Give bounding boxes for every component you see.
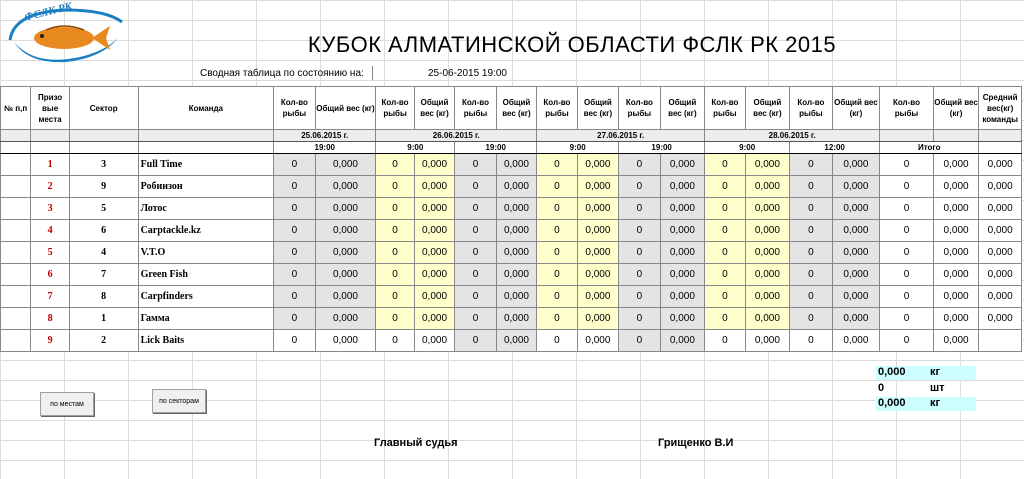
fish-count-cell[interactable]: 0 [537, 264, 577, 286]
fish-count-cell[interactable]: 0 [455, 220, 496, 242]
fish-count-cell[interactable]: 0 [790, 154, 832, 176]
total-weight-unit: кг [930, 366, 941, 378]
team-cell[interactable]: V.T.O [138, 242, 274, 264]
table-row[interactable] [1, 154, 1022, 176]
sector-cell[interactable]: 6 [69, 220, 138, 242]
fish-count-cell[interactable]: 0 [455, 176, 496, 198]
fish-count-cell[interactable]: 0 [619, 264, 660, 286]
sort-by-place-button[interactable]: по местам [40, 392, 94, 416]
table-row[interactable] [1, 330, 1022, 352]
date-row [1, 130, 1022, 142]
average-weight-unit: кг [930, 397, 941, 409]
time-cell-total: Итого [880, 142, 979, 154]
total-weight-row [876, 366, 976, 380]
weight-cell[interactable]: 0,000 [414, 176, 454, 198]
row-num-cell[interactable] [1, 220, 31, 242]
avg-weight-cell[interactable]: 0,000 [979, 242, 1022, 264]
weight-cell[interactable]: 0,000 [577, 220, 618, 242]
weight-cell[interactable]: 0,000 [660, 198, 705, 220]
col-weight: Общий вес (кг) [832, 87, 880, 130]
weight-cell[interactable]: 0,000 [577, 176, 618, 198]
avg-weight-cell[interactable] [979, 330, 1022, 352]
col-total-weight: Общий вес (кг) [933, 87, 979, 130]
col-team: Команда [138, 87, 274, 130]
weight-cell[interactable]: 0,000 [496, 198, 536, 220]
fish-count-cell[interactable]: 0 [537, 176, 577, 198]
row-num-cell[interactable] [1, 264, 31, 286]
weight-cell[interactable]: 0,000 [496, 176, 536, 198]
cell-divider [372, 66, 373, 80]
fish-count-cell[interactable]: 0 [274, 286, 315, 308]
fish-count-cell[interactable]: 0 [790, 198, 832, 220]
table-row[interactable] [1, 220, 1022, 242]
avg-weight-cell[interactable]: 0,000 [979, 264, 1022, 286]
total-fish-cell[interactable]: 0 [880, 154, 934, 176]
place-cell[interactable]: 8 [31, 308, 69, 330]
fish-count-cell[interactable]: 0 [537, 286, 577, 308]
weight-cell[interactable]: 0,000 [577, 308, 618, 330]
weight-cell[interactable]: 0,000 [496, 220, 536, 242]
col-fish: Кол-во рыбы [619, 87, 660, 130]
fish-count-cell[interactable]: 0 [537, 330, 577, 352]
fish-count-cell[interactable]: 0 [705, 330, 745, 352]
avg-weight-cell[interactable]: 0,000 [979, 154, 1022, 176]
time-cell: 19:00 [455, 142, 537, 154]
summary-date: 25-06-2015 19:00 [428, 68, 507, 79]
date-day4: 28.06.2015 г. [705, 130, 880, 142]
weight-cell[interactable]: 0,000 [414, 264, 454, 286]
sort-by-sector-button[interactable]: по секторам [152, 389, 206, 413]
weight-cell[interactable]: 0,000 [745, 286, 790, 308]
fish-count-cell[interactable]: 0 [705, 154, 745, 176]
time-cell: 19:00 [619, 142, 705, 154]
weight-cell[interactable]: 0,000 [315, 330, 376, 352]
col-weight: Общий вес (кг) [496, 87, 536, 130]
sector-cell[interactable]: 4 [69, 242, 138, 264]
fish-count-cell[interactable]: 0 [705, 242, 745, 264]
total-count-value: 0 [878, 382, 885, 394]
row-num-cell[interactable] [1, 154, 31, 176]
fish-count-cell[interactable]: 0 [619, 330, 660, 352]
weight-cell[interactable]: 0,000 [745, 176, 790, 198]
chief-judge-label: Главный судья [374, 437, 458, 449]
weight-cell[interactable]: 0,000 [832, 154, 880, 176]
weight-cell[interactable]: 0,000 [496, 330, 536, 352]
total-fish-cell[interactable]: 0 [880, 286, 934, 308]
total-fish-cell[interactable]: 0 [880, 176, 934, 198]
place-cell[interactable]: 1 [31, 154, 69, 176]
weight-cell[interactable]: 0,000 [315, 154, 376, 176]
total-fish-cell[interactable]: 0 [880, 242, 934, 264]
fish-count-cell[interactable]: 0 [790, 220, 832, 242]
fish-count-cell[interactable]: 0 [376, 308, 414, 330]
total-count-row [876, 382, 976, 396]
col-weight: Общий вес (кг) [660, 87, 705, 130]
weight-cell[interactable]: 0,000 [414, 220, 454, 242]
col-weight: Общий вес (кг) [414, 87, 454, 130]
time-cell: 9:00 [537, 142, 619, 154]
weight-cell[interactable]: 0,000 [832, 176, 880, 198]
fish-count-cell[interactable]: 0 [376, 330, 414, 352]
table-row[interactable] [1, 242, 1022, 264]
fish-count-cell[interactable]: 0 [619, 286, 660, 308]
weight-cell[interactable]: 0,000 [496, 308, 536, 330]
row-num-cell[interactable] [1, 308, 31, 330]
fish-count-cell[interactable]: 0 [705, 286, 745, 308]
row-num-cell[interactable] [1, 286, 31, 308]
fish-count-cell[interactable]: 0 [376, 220, 414, 242]
fish-count-cell[interactable]: 0 [790, 242, 832, 264]
fish-count-cell[interactable]: 0 [537, 198, 577, 220]
fish-count-cell[interactable]: 0 [376, 242, 414, 264]
team-cell[interactable]: Робинзон [138, 176, 274, 198]
fish-count-cell[interactable]: 0 [619, 176, 660, 198]
fish-count-cell[interactable]: 0 [790, 330, 832, 352]
place-cell[interactable]: 4 [31, 220, 69, 242]
total-weight-cell[interactable]: 0,000 [933, 220, 979, 242]
sector-cell[interactable]: 9 [69, 176, 138, 198]
time-cell: 9:00 [376, 142, 455, 154]
fish-count-cell[interactable]: 0 [455, 286, 496, 308]
average-weight-value: 0,000 [878, 397, 906, 409]
total-weight-cell[interactable]: 0,000 [933, 330, 979, 352]
weight-cell[interactable]: 0,000 [414, 308, 454, 330]
total-fish-cell[interactable]: 0 [880, 198, 934, 220]
weight-cell[interactable]: 0,000 [414, 198, 454, 220]
total-weight-cell[interactable]: 0,000 [933, 176, 979, 198]
weight-cell[interactable]: 0,000 [660, 154, 705, 176]
fish-count-cell[interactable]: 0 [790, 176, 832, 198]
fish-count-cell[interactable]: 0 [790, 308, 832, 330]
total-weight-cell[interactable]: 0,000 [933, 308, 979, 330]
place-cell[interactable]: 7 [31, 286, 69, 308]
weight-cell[interactable]: 0,000 [745, 330, 790, 352]
weight-cell[interactable]: 0,000 [832, 286, 880, 308]
fish-count-cell[interactable]: 0 [619, 154, 660, 176]
date-day3: 27.06.2015 г. [537, 130, 705, 142]
place-cell[interactable]: 3 [31, 198, 69, 220]
date-day2: 26.06.2015 г. [376, 130, 537, 142]
fish-count-cell[interactable]: 0 [619, 308, 660, 330]
average-weight-row [876, 397, 976, 411]
weight-cell[interactable]: 0,000 [660, 264, 705, 286]
sector-cell[interactable]: 7 [69, 264, 138, 286]
col-fish: Кол-во рыбы [537, 87, 577, 130]
place-cell[interactable]: 6 [31, 264, 69, 286]
weight-cell[interactable]: 0,000 [577, 330, 618, 352]
fish-count-cell[interactable]: 0 [619, 220, 660, 242]
place-cell[interactable]: 2 [31, 176, 69, 198]
fish-count-cell[interactable]: 0 [455, 308, 496, 330]
avg-weight-cell[interactable]: 0,000 [979, 176, 1022, 198]
time-cell: 12:00 [790, 142, 880, 154]
page-title: КУБОК АЛМАТИНСКОЙ ОБЛАСТИ ФСЛК РК 2015 [307, 32, 837, 57]
fish-count-cell[interactable]: 0 [376, 154, 414, 176]
fish-count-cell[interactable]: 0 [274, 154, 315, 176]
weight-cell[interactable]: 0,000 [832, 308, 880, 330]
weight-cell[interactable]: 0,000 [745, 154, 790, 176]
row-num-cell[interactable] [1, 176, 31, 198]
fish-count-cell[interactable]: 0 [790, 264, 832, 286]
fish-count-cell[interactable]: 0 [274, 242, 315, 264]
team-cell[interactable]: Green Fish [138, 264, 274, 286]
team-cell[interactable]: Lick Baits [138, 330, 274, 352]
total-fish-cell[interactable]: 0 [880, 308, 934, 330]
team-cell[interactable]: Гамма [138, 308, 274, 330]
place-cell[interactable]: 9 [31, 330, 69, 352]
weight-cell[interactable]: 0,000 [496, 242, 536, 264]
fish-count-cell[interactable]: 0 [537, 220, 577, 242]
col-weight: Общий вес (кг) [577, 87, 618, 130]
avg-weight-cell[interactable]: 0,000 [979, 286, 1022, 308]
weight-cell[interactable]: 0,000 [577, 286, 618, 308]
table-row[interactable] [1, 286, 1022, 308]
fish-count-cell[interactable]: 0 [274, 308, 315, 330]
row-num-cell[interactable] [1, 330, 31, 352]
weight-cell[interactable]: 0,000 [414, 286, 454, 308]
weight-cell[interactable]: 0,000 [660, 330, 705, 352]
fish-count-cell[interactable]: 0 [274, 198, 315, 220]
fish-count-cell[interactable]: 0 [619, 242, 660, 264]
sector-cell[interactable]: 5 [69, 198, 138, 220]
weight-cell[interactable]: 0,000 [660, 176, 705, 198]
weight-cell[interactable]: 0,000 [832, 220, 880, 242]
team-cell[interactable]: Carptackle.kz [138, 220, 274, 242]
fish-count-cell[interactable]: 0 [537, 242, 577, 264]
weight-cell[interactable]: 0,000 [832, 330, 880, 352]
time-row [1, 142, 1022, 154]
table-row[interactable] [1, 176, 1022, 198]
fish-count-cell[interactable]: 0 [705, 198, 745, 220]
col-sector: Сектор [69, 87, 138, 130]
weight-cell[interactable]: 0,000 [414, 154, 454, 176]
total-weight-cell[interactable]: 0,000 [933, 154, 979, 176]
team-cell[interactable]: Carpfinders [138, 286, 274, 308]
fish-count-cell[interactable]: 0 [537, 154, 577, 176]
sector-cell[interactable]: 3 [69, 154, 138, 176]
weight-cell[interactable]: 0,000 [660, 220, 705, 242]
weight-cell[interactable]: 0,000 [414, 242, 454, 264]
date-day1: 25.06.2015 г. [274, 130, 376, 142]
avg-weight-cell[interactable]: 0,000 [979, 308, 1022, 330]
fish-count-cell[interactable]: 0 [274, 176, 315, 198]
team-cell[interactable]: Full Time [138, 154, 274, 176]
weight-cell[interactable]: 0,000 [745, 242, 790, 264]
time-cell: 19:00 [274, 142, 376, 154]
weight-cell[interactable]: 0,000 [745, 308, 790, 330]
fish-count-cell[interactable]: 0 [705, 176, 745, 198]
total-weight-cell[interactable]: 0,000 [933, 264, 979, 286]
weight-cell[interactable]: 0,000 [315, 264, 376, 286]
sector-cell[interactable]: 1 [69, 308, 138, 330]
col-weight: Общий вес (кг) [745, 87, 790, 130]
fish-count-cell[interactable]: 0 [705, 308, 745, 330]
col-fish: Кол-во рыбы [705, 87, 745, 130]
results-table [0, 86, 1022, 352]
fish-count-cell[interactable]: 0 [455, 264, 496, 286]
chief-judge-name: Грищенко В.И [658, 437, 734, 449]
weight-cell[interactable]: 0,000 [315, 308, 376, 330]
total-weight-cell[interactable]: 0,000 [933, 198, 979, 220]
weight-cell[interactable]: 0,000 [660, 286, 705, 308]
fish-count-cell[interactable]: 0 [537, 308, 577, 330]
weight-cell[interactable]: 0,000 [745, 264, 790, 286]
weight-cell[interactable]: 0,000 [315, 242, 376, 264]
team-cell[interactable]: Лотос [138, 198, 274, 220]
col-weight: Общий вес (кг) [315, 87, 376, 130]
weight-cell[interactable]: 0,000 [660, 242, 705, 264]
fish-count-cell[interactable]: 0 [376, 286, 414, 308]
logo-text: ФСЛК РК [23, 0, 74, 24]
weight-cell[interactable]: 0,000 [832, 242, 880, 264]
fish-count-cell[interactable]: 0 [274, 220, 315, 242]
total-fish-cell[interactable]: 0 [880, 264, 934, 286]
col-fish: Кол-во рыбы [274, 87, 315, 130]
sector-cell[interactable]: 2 [69, 330, 138, 352]
col-num: № п,п [1, 87, 31, 130]
weight-cell[interactable]: 0,000 [745, 220, 790, 242]
total-weight-cell[interactable]: 0,000 [933, 286, 979, 308]
col-place: Призо выe места [31, 87, 69, 130]
weight-cell[interactable]: 0,000 [414, 330, 454, 352]
weight-cell[interactable]: 0,000 [660, 308, 705, 330]
weight-cell[interactable]: 0,000 [496, 286, 536, 308]
col-fish: Кол-во рыбы [376, 87, 414, 130]
col-fish: Кол-во рыбы [455, 87, 496, 130]
fish-count-cell[interactable]: 0 [455, 198, 496, 220]
fish-count-cell[interactable]: 0 [376, 198, 414, 220]
weight-cell[interactable]: 0,000 [315, 220, 376, 242]
fish-count-cell[interactable]: 0 [376, 264, 414, 286]
weight-cell[interactable]: 0,000 [577, 198, 618, 220]
total-count-unit: шт [930, 382, 945, 394]
fish-count-cell[interactable]: 0 [274, 264, 315, 286]
row-num-cell[interactable] [1, 198, 31, 220]
total-fish-cell[interactable]: 0 [880, 330, 934, 352]
total-weight-value: 0,000 [878, 366, 906, 378]
fish-count-cell[interactable]: 0 [455, 154, 496, 176]
header-row [1, 87, 1022, 130]
avg-weight-cell[interactable]: 0,000 [979, 220, 1022, 242]
fish-count-cell[interactable]: 0 [619, 198, 660, 220]
row-num-cell[interactable] [1, 242, 31, 264]
table-row[interactable] [1, 308, 1022, 330]
weight-cell[interactable]: 0,000 [315, 286, 376, 308]
weight-cell[interactable]: 0,000 [577, 154, 618, 176]
fish-count-cell[interactable]: 0 [455, 242, 496, 264]
weight-cell[interactable]: 0,000 [832, 198, 880, 220]
col-avg: Средний вес(кг) команды [979, 87, 1022, 130]
weight-cell[interactable]: 0,000 [315, 176, 376, 198]
fish-count-cell[interactable]: 0 [376, 176, 414, 198]
fish-count-cell[interactable]: 0 [790, 286, 832, 308]
fish-count-cell[interactable]: 0 [455, 330, 496, 352]
fish-count-cell[interactable]: 0 [705, 220, 745, 242]
time-cell: 9:00 [705, 142, 790, 154]
weight-cell[interactable]: 0,000 [496, 154, 536, 176]
weight-cell[interactable]: 0,000 [832, 264, 880, 286]
col-total-fish: Кол-во рыбы [880, 87, 934, 130]
weight-cell[interactable]: 0,000 [577, 264, 618, 286]
sector-cell[interactable]: 8 [69, 286, 138, 308]
fish-count-cell[interactable]: 0 [705, 264, 745, 286]
weight-cell[interactable]: 0,000 [496, 264, 536, 286]
summary-label: Сводная таблица по состоянию на: [200, 68, 364, 79]
fish-count-cell[interactable]: 0 [274, 330, 315, 352]
table-row[interactable] [1, 264, 1022, 286]
col-fish: Кол-во рыбы [790, 87, 832, 130]
total-weight-cell[interactable]: 0,000 [933, 242, 979, 264]
place-cell[interactable]: 5 [31, 242, 69, 264]
weight-cell[interactable]: 0,000 [315, 198, 376, 220]
avg-weight-cell[interactable]: 0,000 [979, 198, 1022, 220]
weight-cell[interactable]: 0,000 [577, 242, 618, 264]
weight-cell[interactable]: 0,000 [745, 198, 790, 220]
total-fish-cell[interactable]: 0 [880, 220, 934, 242]
table-row[interactable] [1, 198, 1022, 220]
